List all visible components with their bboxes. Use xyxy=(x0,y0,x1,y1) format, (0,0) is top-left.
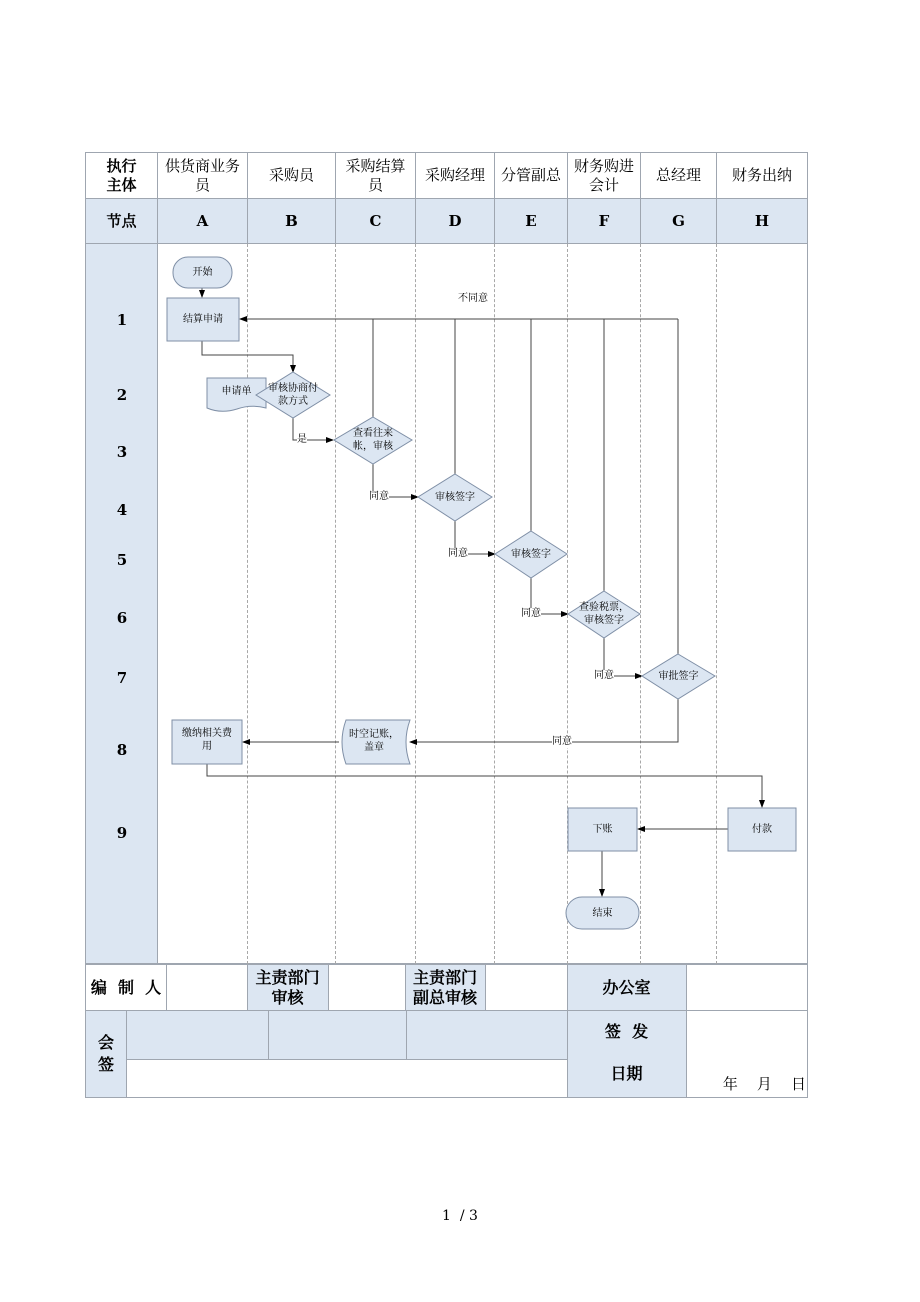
approve-g-text: 审批签字 xyxy=(658,670,699,682)
node-letter-g: G xyxy=(672,211,685,230)
check-account-text: 查看往来 帐，审核 xyxy=(353,428,393,452)
issue-label: 签 发 xyxy=(604,1022,649,1041)
post-account-text: 下账 xyxy=(592,824,613,835)
agree-label-f: 同意 xyxy=(594,670,614,681)
check-invoice-text: 查验税票， 审核签字 xyxy=(579,602,629,626)
disagree-label: 不同意 xyxy=(458,293,488,304)
agree-label-c: 同意 xyxy=(369,491,389,502)
node-letter-h: H xyxy=(754,211,770,230)
lane-header-c: 采购结算 员 xyxy=(345,156,406,194)
agree-label-d: 同意 xyxy=(448,548,468,559)
node-letter-a: A xyxy=(196,211,209,230)
agree-label-e: 同意 xyxy=(521,608,541,619)
row-number-5: 5 xyxy=(116,551,128,569)
timely-record-text: 时空记账， 盖章 xyxy=(349,729,399,753)
lane-header-b: 采购员 xyxy=(268,166,314,184)
header-executor-label: 执行 主体 xyxy=(106,156,137,194)
payment-text: 付款 xyxy=(752,824,772,835)
countersign-label: 会 签 xyxy=(97,1032,114,1074)
settle-apply-text: 结算申请 xyxy=(183,314,223,325)
row-number-3: 3 xyxy=(116,443,128,461)
lane-header-g: 总经理 xyxy=(655,166,701,184)
row-number-1: 1 xyxy=(116,311,128,329)
row-number-8: 8 xyxy=(116,741,128,759)
office-label: 办公室 xyxy=(602,977,651,997)
end-text: 结束 xyxy=(592,907,613,919)
lane-header-f: 财务购进 会计 xyxy=(573,156,634,194)
compiler-label: 编 制 人 xyxy=(90,977,162,997)
agree-label-g: 同意 xyxy=(552,736,572,747)
row-number-9: 9 xyxy=(116,824,128,842)
dept-vp-review-label: 主责部门 副总审核 xyxy=(412,967,477,1007)
row-number-6: 6 xyxy=(116,609,128,627)
lane-header-a: 供货商业务 员 xyxy=(164,156,240,194)
sign-e-text: 审核签字 xyxy=(511,548,551,560)
node-letter-c: C xyxy=(369,211,382,230)
start-text: 开始 xyxy=(192,267,213,278)
row-number-7: 7 xyxy=(116,669,128,687)
date-label: 日期 xyxy=(610,1064,643,1083)
lane-header-d: 采购经理 xyxy=(424,166,485,184)
page-number: 1 / 3 xyxy=(442,1208,478,1224)
node-letter-f: F xyxy=(598,211,610,230)
node-letter-e: E xyxy=(525,211,537,230)
row-number-4: 4 xyxy=(116,501,128,519)
lane-header-h: 财务出纳 xyxy=(731,166,792,184)
header-node-label: 节点 xyxy=(106,211,137,230)
node-letter-b: B xyxy=(285,211,298,230)
date-value: 年 月 日 xyxy=(722,1075,806,1093)
node-letter-d: D xyxy=(448,211,462,230)
negotiate-text: 审核协商付 款方式 xyxy=(268,383,318,407)
lane-header-e: 分管副总 xyxy=(500,166,561,184)
row-number-2: 2 xyxy=(116,386,128,404)
dept-review-label: 主责部门 审核 xyxy=(255,967,320,1007)
pay-fees-text: 缴纳相关费 用 xyxy=(182,728,232,752)
sign-d-text: 审核签字 xyxy=(435,491,475,503)
yes-label: 是 xyxy=(297,434,307,445)
apply-form-text: 申请单 xyxy=(221,385,252,397)
